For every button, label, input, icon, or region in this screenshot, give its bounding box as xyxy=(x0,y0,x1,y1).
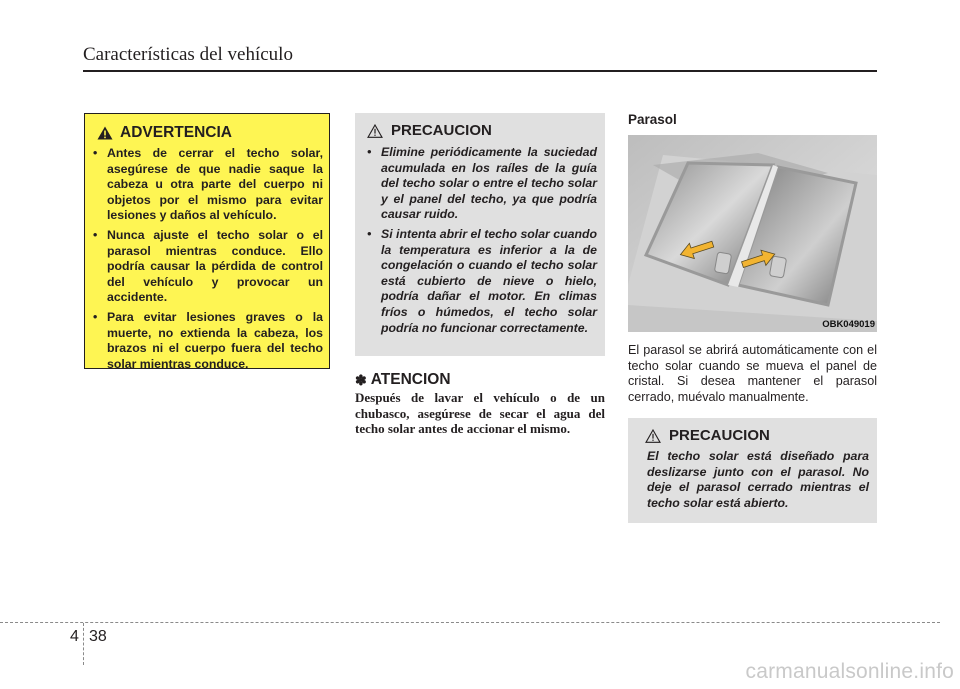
footer-divider xyxy=(83,623,84,665)
warning-box xyxy=(84,113,330,369)
warning-heading xyxy=(97,124,232,142)
list-item: • Para evitar lesiones graves o la muerte, no extienda la cabeza, los brazos ni el cuerpo fuera del techo solar mientras conduce. xyxy=(93,309,323,371)
page-header-title: Características del vehículo xyxy=(83,44,293,65)
caution-triangle-icon xyxy=(367,124,383,138)
attention-text: Después de lavar el vehículo o de un chubasco, asegúrese de secar el agua del techo solar antes de accionar el mismo. xyxy=(355,390,605,436)
sunroof-illustration xyxy=(628,135,877,332)
list-item: • Si intenta abrir el techo solar cuando la temperatura es inferior a la de congelación o cuando el techo solar está cubierto de nieve o hielo, podría dañar el motor. En climas fríos o húmedos, el techo solar podría no funcionar correctamente. xyxy=(367,226,597,335)
caution-text: El techo solar está diseñado para deslizarse junto con el parasol. No deje el parasol cerrado mientras el techo solar está abierto. xyxy=(647,449,869,510)
attention-heading xyxy=(355,371,451,389)
caution-box-1 xyxy=(355,113,605,356)
list-item: • Elimine periódicamente la suciedad acumulada en los raíles de la guía del techo solar o entre el techo solar y el panel del techo, ya que podría causar ruido. xyxy=(367,145,597,222)
page-number: 38 xyxy=(89,628,107,645)
caution-triangle-icon xyxy=(645,429,661,443)
watermark-text: carmanualsonline.info xyxy=(745,660,954,683)
header-rule xyxy=(83,70,877,72)
section-title-parasol: Parasol xyxy=(628,112,677,127)
caution-title: PRECAUCION xyxy=(391,122,492,139)
list-item: • Nunca ajuste el techo solar o el parasol mientras conduce. Ello podría causar la pérdida de control del vehículo y provocar un accidente. xyxy=(93,227,323,305)
warning-title: ADVERTENCIA xyxy=(120,124,232,141)
caution-list xyxy=(367,145,597,340)
image-code: OBK049019 xyxy=(822,319,875,330)
list-item: • Antes de cerrar el techo solar, asegúrese de que nadie saque la cabeza u otra parte del cuerpo ni objetos por el mismo para evitar lesiones y daños al vehículo. xyxy=(93,146,323,223)
asterisk-icon: ✽ xyxy=(355,371,367,388)
attention-title: ATENCION xyxy=(370,371,451,388)
caution-heading xyxy=(645,427,770,444)
caution-box-2 xyxy=(628,418,877,523)
warning-triangle-icon xyxy=(97,126,113,140)
chapter-number: 4 xyxy=(70,628,79,645)
parasol-text: El parasol se abrirá automáticamente con el techo solar cuando se mueva el panel de cristal. Si desea mantener el parasol cerrado, muévalo manualmente. xyxy=(628,343,877,404)
footer-rule xyxy=(0,622,940,623)
caution-heading xyxy=(367,122,492,139)
caution-title: PRECAUCION xyxy=(669,427,770,444)
sunroof-photo xyxy=(628,135,877,332)
warning-list xyxy=(93,146,323,376)
